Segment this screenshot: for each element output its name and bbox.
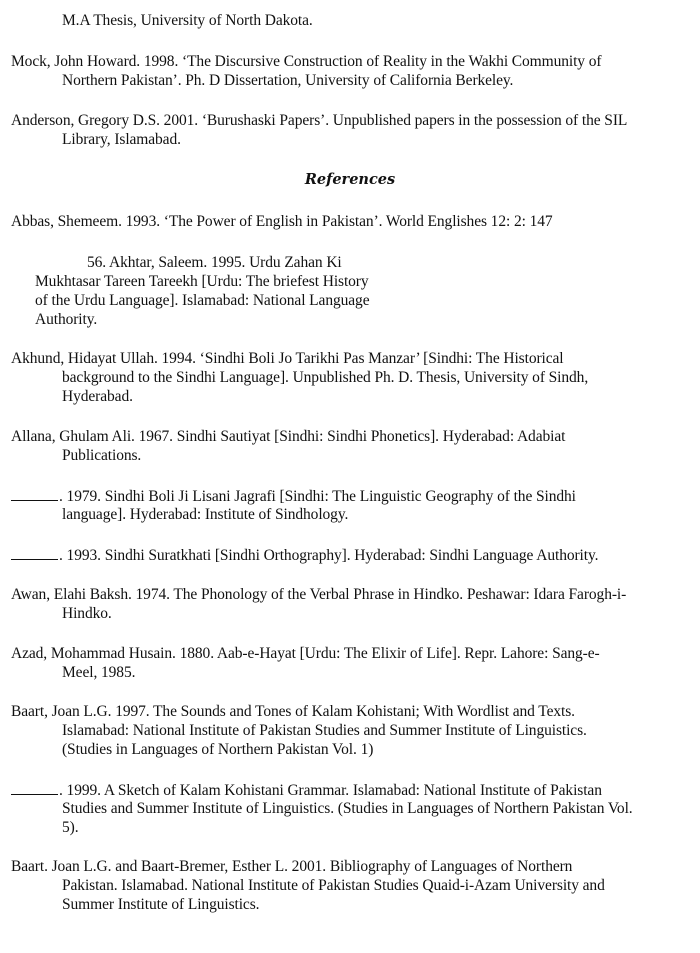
entry-line: of the Urdu Language]. Islamabad: National Language [35, 292, 370, 309]
entry-line: Pakistan. Islamabad. National Institute of Pakistan Studies Quaid-i-Azam University and [62, 877, 605, 894]
entry-line: Hindko. [62, 605, 112, 622]
entry-line: Abbas, Shemeem. 1993. ‘The Power of English in Pakistan’. World Englishes 12: 2: 147 [11, 213, 553, 230]
entry-line: Northern Pakistan’. Ph. D Dissertation, University of California Berkeley. [62, 72, 514, 89]
repeat-author-rule [11, 545, 58, 560]
entry-line: Authority. [35, 311, 98, 328]
entry-line: Azad, Mohammad Husain. 1880. Aab-e-Hayat [Urdu: The Elixir of Life]. Repr. Lahore: Sang-e- [11, 645, 600, 662]
entry-line [11, 780, 602, 800]
entry-line: Akhund, Hidayat Ullah. 1994. ‘Sindhi Boli Jo Tarikhi Pas Manzar’ [Sindhi: The Historical [11, 350, 564, 367]
entry-line [11, 486, 576, 506]
entry-line: Mock, John Howard. 1998. ‘The Discursive Construction of Reality in the Wakhi Community of [11, 53, 602, 70]
entry-line: Baart, Joan L.G. 1997. The Sounds and Tones of Kalam Kohistani; With Wordlist and Texts. [11, 703, 575, 720]
entry-line: Allana, Ghulam Ali. 1967. Sindhi Sautiyat [Sindhi: Sindhi Phonetics]. Hyderabad: Adabiat [11, 428, 566, 445]
references-heading: References [304, 171, 396, 188]
entry-line: language]. Hyderabad: Institute of Sindhology. [62, 506, 349, 523]
entry-line: (Studies in Languages of Northern Pakistan Vol. 1) [62, 741, 374, 758]
entry-line: Awan, Elahi Baksh. 1974. The Phonology of the Verbal Phrase in Hindko. Peshawar: Idara Farogh-i- [11, 586, 627, 603]
entry-line: Summer Institute of Linguistics. [62, 896, 260, 913]
entry-line: Studies and Summer Institute of Linguistics. (Studies in Languages of Northern Pakistan Vol. [62, 800, 633, 817]
entry-line: Mukhtasar Tareen Tareekh [Urdu: The briefest History [35, 273, 369, 290]
entry-line: Publications. [62, 447, 142, 464]
entry-line: background to the Sindhi Language]. Unpublished Ph. D. Thesis, University of Sindh, [62, 369, 589, 386]
repeat-author-rule [11, 780, 58, 795]
entry-line: Anderson, Gregory D.S. 2001. ‘Burushaski Papers’. Unpublished papers in the possession of the SIL [11, 112, 628, 129]
entry-text: . 1979. Sindhi Boli Ji Lisani Jagrafi [Sindhi: The Linguistic Geography of the Sindhi [59, 488, 576, 505]
continuation-line: M.A Thesis, University of North Dakota. [62, 12, 313, 29]
entry-text: . 1993. Sindhi Suratkhati [Sindhi Orthography]. Hyderabad: Sindhi Language Authority. [59, 547, 599, 564]
entry-line: Baart. Joan L.G. and Baart-Bremer, Esther L. 2001. Bibliography of Languages of Northern [11, 858, 573, 875]
entry-line [11, 545, 598, 565]
entry-line: Library, Islamabad. [62, 131, 181, 148]
entry-text: . 1999. A Sketch of Kalam Kohistani Grammar. Islamabad: National Institute of Pakistan [59, 782, 602, 799]
entry-line: Islamabad: National Institute of Pakistan Studies and Summer Institute of Linguistics. [62, 722, 587, 739]
entry-line: Hyderabad. [62, 388, 133, 405]
entry-line: 56. Akhtar, Saleem. 1995. Urdu Zahan Ki [87, 254, 342, 271]
entry-line: 5). [62, 819, 79, 836]
repeat-author-rule [11, 486, 58, 501]
entry-line: Meel, 1985. [62, 664, 136, 681]
